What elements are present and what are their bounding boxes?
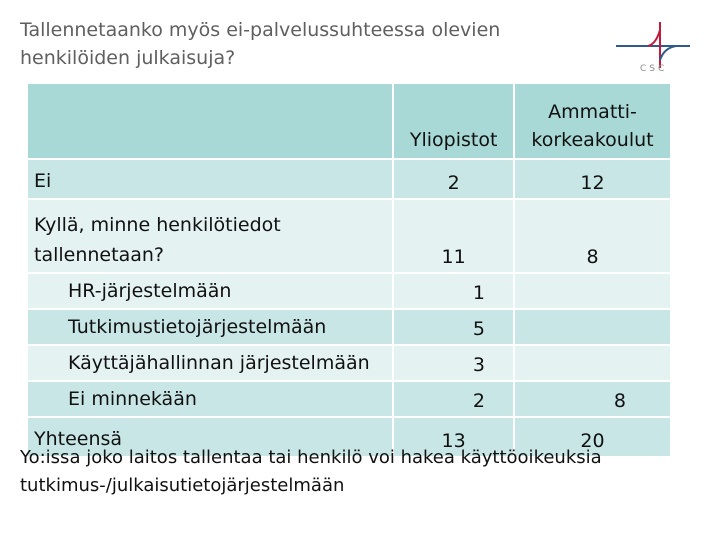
table-row bbox=[27, 159, 671, 199]
header-universities-text: Yliopistot bbox=[409, 129, 498, 151]
table-row bbox=[27, 199, 671, 273]
row-label: Yhteensä bbox=[27, 417, 393, 457]
table-row bbox=[27, 381, 671, 417]
row-label-line-2: tallennetaan? bbox=[34, 244, 164, 266]
title-line-1: Tallennetaanko myös ei-palvelussuhteessa olevien bbox=[20, 19, 501, 41]
row-label: HR-järjestelmään bbox=[27, 273, 393, 309]
header-amk-line-2: korkeakoulut bbox=[531, 129, 654, 151]
row-amk-value: 8 bbox=[514, 199, 671, 273]
slide-title bbox=[20, 16, 580, 72]
footnote-line-1: Yo:issa joko laitos tallentaa tai henkilö voi hakea käyttöoikeuksia bbox=[20, 447, 602, 468]
data-table bbox=[26, 82, 672, 458]
row-amk-value: 8 bbox=[514, 381, 671, 417]
footnote-line-2: tutkimus-/julkaisutietojärjestelmään bbox=[20, 475, 345, 496]
header-label-cell bbox=[27, 83, 393, 159]
table-row bbox=[27, 345, 671, 381]
header-universities bbox=[393, 83, 514, 159]
logo-text: CSC bbox=[640, 64, 668, 74]
row-universities-value: 13 bbox=[393, 417, 514, 457]
row-universities-value: 3 bbox=[393, 345, 514, 381]
row-label bbox=[27, 199, 393, 273]
row-universities-value: 2 bbox=[393, 381, 514, 417]
row-amk-value bbox=[514, 309, 671, 345]
row-universities-value: 1 bbox=[393, 273, 514, 309]
row-universities-value: 11 bbox=[393, 199, 514, 273]
title-line-2: henkilöiden julkaisuja? bbox=[20, 47, 236, 69]
table-row bbox=[27, 273, 671, 309]
row-label: Ei minnekään bbox=[27, 381, 393, 417]
table-row bbox=[27, 309, 671, 345]
row-label: Ei bbox=[27, 159, 393, 199]
table-header-row bbox=[27, 83, 671, 159]
row-amk-value bbox=[514, 273, 671, 309]
row-amk-value: 20 bbox=[514, 417, 671, 457]
row-label: Käyttäjähallinnan järjestelmään bbox=[27, 345, 393, 381]
row-label-line-1: Kyllä, minne henkilötiedot bbox=[34, 214, 281, 236]
header-amk-line-1: Ammatti- bbox=[548, 101, 637, 123]
row-universities-value: 2 bbox=[393, 159, 514, 199]
row-amk-value bbox=[514, 345, 671, 381]
row-universities-value: 5 bbox=[393, 309, 514, 345]
row-label: Tutkimustietojärjestelmään bbox=[27, 309, 393, 345]
header-amk bbox=[514, 83, 671, 159]
footnote bbox=[20, 444, 700, 500]
row-amk-value: 12 bbox=[514, 159, 671, 199]
